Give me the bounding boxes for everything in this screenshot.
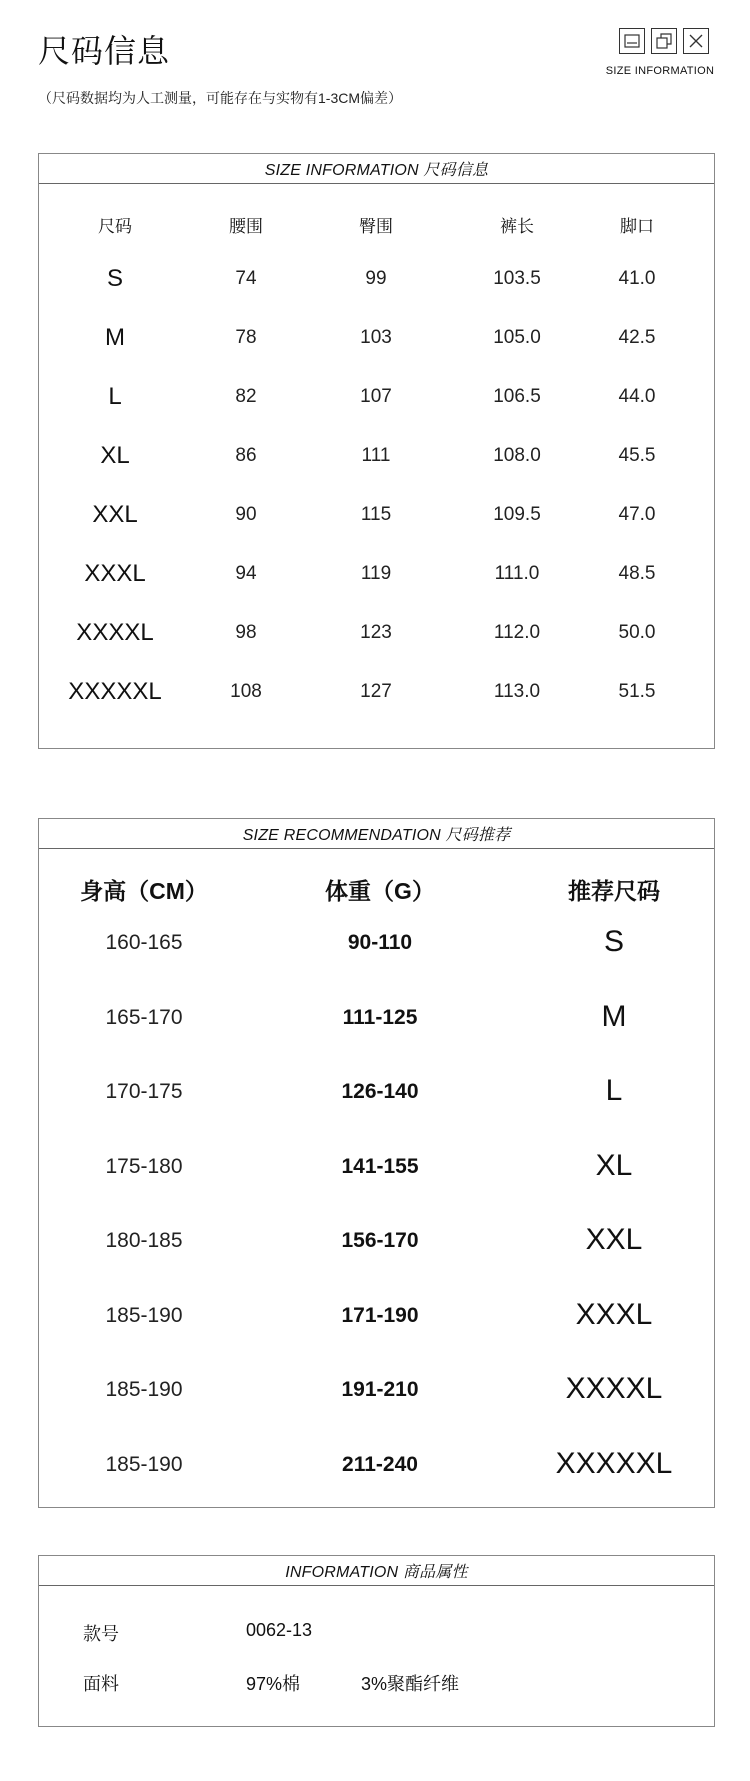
weight-range-cell: 111-125 (342, 1005, 418, 1029)
recommended-size-cell: M (601, 999, 627, 1033)
size-info-size-cell: XXXL (84, 560, 146, 587)
height-range-cell: 185-190 (105, 1378, 183, 1401)
size-info-value-cell: 105.0 (493, 327, 541, 348)
size-info-value-cell: 106.5 (493, 386, 541, 407)
size-info-value-cell: 45.5 (618, 445, 656, 466)
window-label: SIZE INFORMATION (605, 65, 715, 77)
size-info-value-cell: 113.0 (493, 681, 541, 702)
size-info-col-header: 尺码 (98, 217, 132, 236)
height-range-cell: 165-170 (105, 1005, 183, 1029)
height-range-cell: 175-180 (105, 1154, 183, 1178)
size-info-value-cell: 48.5 (618, 563, 656, 584)
weight-range-cell: 171-190 (341, 1303, 419, 1327)
product-attr-value: 0062-13 (246, 1620, 313, 1640)
size-info-value-cell: 107 (360, 386, 392, 407)
product-attr-value: 97%棉 (246, 1674, 301, 1694)
recommended-size-cell: XXXXXL (555, 1446, 673, 1480)
size-info-col-header: 脚口 (620, 217, 654, 236)
restore-icon[interactable] (651, 28, 677, 54)
size-info-size-cell: M (105, 324, 125, 351)
measurement-note: （尺码数据均为人工测量，可能存在与实物有1-3CM偏差） (38, 90, 403, 106)
size-info-table (39, 184, 714, 748)
window-controls (619, 28, 709, 54)
close-icon[interactable] (683, 28, 709, 54)
size-info-value-cell: 98 (235, 622, 257, 643)
size-info-value-cell: 47.0 (618, 504, 656, 525)
size-info-value-cell: 108.0 (493, 445, 541, 466)
size-info-value-cell: 109.5 (493, 504, 541, 525)
size-info-value-cell: 103 (360, 327, 392, 348)
size-info-value-cell: 108 (230, 681, 262, 702)
product-attr-label: 面料 (83, 1674, 119, 1694)
size-info-value-cell: 127 (360, 681, 392, 702)
size-info-value-cell: 86 (235, 445, 257, 466)
size-info-value-cell: 44.0 (618, 386, 656, 407)
size-info-heading: SIZE INFORMATION 尺码信息 (39, 154, 714, 184)
size-info-value-cell: 42.5 (618, 327, 656, 348)
weight-range-cell: 156-170 (341, 1229, 419, 1252)
page-title: 尺码信息 (38, 33, 171, 69)
size-info-value-cell: 82 (235, 386, 257, 407)
size-info-value-cell: 94 (235, 563, 257, 584)
size-recommendation-col-header: 推荐尺码 (568, 878, 660, 904)
size-info-value-cell: 111 (361, 445, 391, 466)
size-info-size-cell: XXL (92, 501, 138, 528)
size-recommendation-table (39, 849, 714, 1507)
size-info-col-header: 腰围 (229, 217, 263, 236)
product-info-table (39, 1586, 714, 1726)
product-attr-extra: 3%聚酯纤维 (361, 1674, 460, 1694)
minimize-icon[interactable] (619, 28, 645, 54)
recommended-size-cell: S (603, 925, 625, 958)
size-info-col-header: 臀围 (359, 217, 393, 236)
size-info-value-cell: 50.0 (618, 622, 656, 643)
size-info-value-cell: 115 (360, 504, 392, 525)
product-info-heading: INFORMATION 商品属性 (39, 1556, 714, 1586)
size-info-size-cell: XL (100, 442, 130, 469)
recommended-size-cell: XXXXL (565, 1372, 663, 1405)
weight-range-cell: 191-210 (341, 1378, 419, 1401)
recommended-size-cell: L (605, 1074, 623, 1107)
size-info-value-cell: 119 (360, 563, 392, 584)
size-info-value-cell: 74 (235, 268, 257, 289)
size-info-value-cell: 111.0 (494, 563, 540, 584)
recommended-size-cell: XXL (585, 1223, 643, 1256)
size-info-size-cell: XXXXXL (68, 678, 162, 705)
size-recommendation-heading: SIZE RECOMMENDATION 尺码推荐 (39, 819, 714, 849)
height-range-cell: 180-185 (105, 1229, 183, 1252)
size-recommendation-col-header: 体重（G） (325, 878, 435, 904)
weight-range-cell: 126-140 (341, 1080, 419, 1103)
weight-range-cell: 211-240 (342, 1452, 418, 1476)
product-info-panel (38, 1555, 715, 1727)
size-info-value-cell: 103.5 (493, 268, 541, 289)
size-info-panel (38, 153, 715, 749)
recommended-size-cell: XXXL (575, 1297, 653, 1331)
size-info-value-cell: 123 (360, 622, 392, 643)
size-info-size-cell: L (108, 383, 122, 410)
size-info-value-cell: 90 (235, 504, 257, 525)
product-attr-label: 款号 (83, 1624, 119, 1644)
size-recommendation-panel (38, 818, 715, 1508)
recommended-size-cell: XL (595, 1148, 633, 1182)
size-info-size-cell: XXXXL (76, 619, 154, 646)
size-info-value-cell: 41.0 (618, 268, 656, 289)
height-range-cell: 185-190 (105, 1452, 183, 1476)
size-info-value-cell: 51.5 (618, 681, 656, 702)
weight-range-cell: 90-110 (347, 931, 413, 954)
height-range-cell: 185-190 (105, 1303, 183, 1327)
size-info-size-cell: S (106, 265, 124, 292)
size-info-value-cell: 99 (365, 268, 387, 289)
weight-range-cell: 141-155 (341, 1154, 419, 1178)
height-range-cell: 160-165 (105, 931, 183, 954)
size-info-value-cell: 78 (235, 327, 257, 348)
size-info-col-header: 裤长 (500, 217, 534, 236)
size-info-value-cell: 112.0 (493, 622, 541, 643)
height-range-cell: 170-175 (105, 1080, 183, 1103)
size-recommendation-col-header: 身高（CM） (80, 878, 208, 904)
